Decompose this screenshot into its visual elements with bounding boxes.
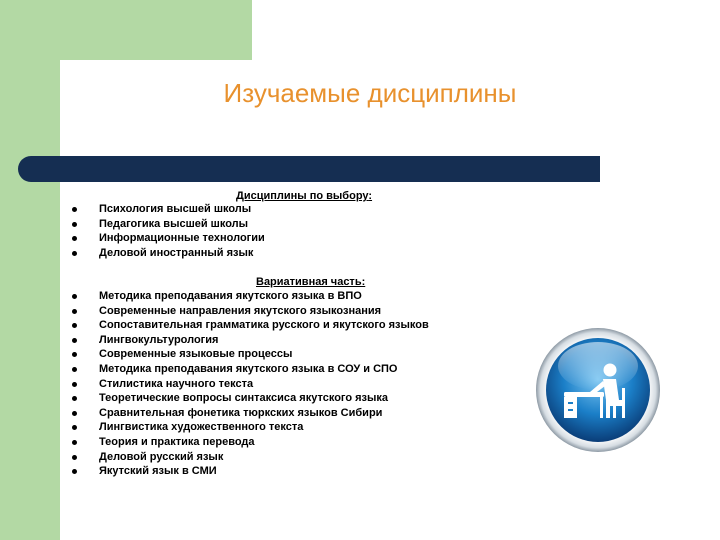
- bullet-icon: [72, 469, 77, 474]
- bullet-icon: [72, 309, 77, 314]
- bullet-icon: [72, 251, 77, 256]
- list-item: Методика преподавания якутского языка в СОУ и СПО: [72, 362, 429, 377]
- elective-heading-text: Дисциплины по выбору: [236, 190, 369, 202]
- list-item: Сопоставительная грамматика русского и якутского языков: [72, 318, 429, 333]
- list-item: Лингвистика художественного текста: [72, 420, 429, 435]
- bullet-icon: [72, 236, 77, 241]
- variable-heading: Вариативная часть:: [256, 276, 366, 288]
- list-item: Лингвокультурология: [72, 333, 429, 348]
- list-item: Методика преподавания якутского языка в ВПО: [72, 289, 429, 304]
- list-item: Современные языковые процессы: [72, 347, 429, 362]
- bullet-icon: [72, 425, 77, 430]
- green-top-band: [0, 0, 252, 60]
- list-item: Деловой русский язык: [72, 450, 429, 465]
- student-at-desk-icon: [534, 326, 662, 454]
- variable-list: [72, 289, 429, 479]
- list-item: Стилистика научного текста: [72, 377, 429, 392]
- bullet-icon: [72, 338, 77, 343]
- title-divider-bar: [18, 156, 600, 182]
- bullet-icon: [72, 352, 77, 357]
- bullet-icon: [72, 396, 77, 401]
- bullet-icon: [72, 207, 77, 212]
- list-item: Теория и практика перевода: [72, 435, 429, 450]
- list-item: Якутский язык в СМИ: [72, 464, 429, 479]
- elective-list: [72, 202, 265, 260]
- list-item: Сравнительная фонетика тюркских языков Сибири: [72, 406, 429, 421]
- list-item: Теоретические вопросы синтаксиса якутского языка: [72, 391, 429, 406]
- bullet-icon: [72, 382, 77, 387]
- bullet-icon: [72, 455, 77, 460]
- list-item: Деловой иностранный язык: [72, 246, 265, 261]
- elective-heading-suffix: :: [368, 190, 373, 202]
- slide-title: Изучаемые дисциплины: [223, 78, 517, 108]
- bullet-icon: [72, 440, 77, 445]
- list-item: Педагогика высшей школы: [72, 217, 265, 232]
- elective-heading: [236, 190, 372, 202]
- bullet-icon: [72, 294, 77, 299]
- bullet-icon: [72, 411, 77, 416]
- list-item: Психология высшей школы: [72, 202, 265, 217]
- bullet-icon: [72, 222, 77, 227]
- list-item: Современные направления якутского языкознания: [72, 304, 429, 319]
- list-item: Информационные технологии: [72, 231, 265, 246]
- bullet-icon: [72, 367, 77, 372]
- bullet-icon: [72, 323, 77, 328]
